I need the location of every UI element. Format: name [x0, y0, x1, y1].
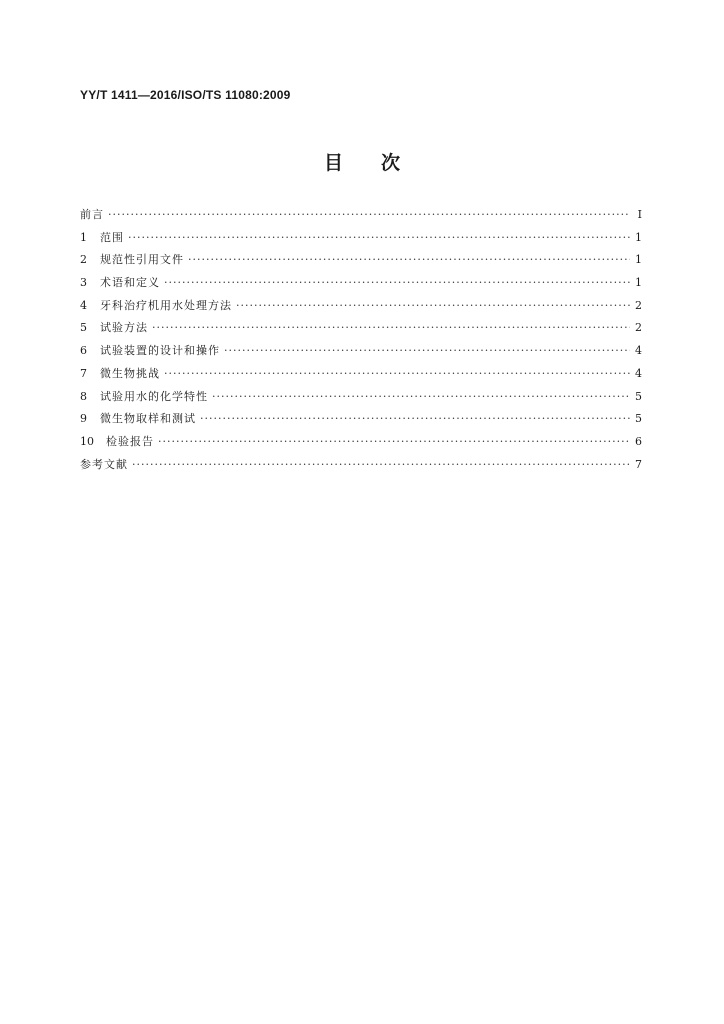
toc-list [80, 206, 642, 478]
standard-code: YY/T 1411—2016/ISO/TS 11080:2009 [80, 88, 291, 102]
toc-entry-page: 4 [635, 366, 642, 380]
toc-entry-label: 范围 [100, 230, 124, 244]
toc-entry-number: 9 [80, 412, 87, 426]
toc-entry-number: 6 [80, 344, 87, 358]
toc-entry-label: 试验装置的设计和操作 [100, 344, 220, 358]
toc-entry-label: 术语和定义 [100, 276, 160, 290]
toc-entry-8[interactable] [80, 388, 642, 411]
toc-entry-4[interactable] [80, 297, 642, 320]
toc-entry-number: 4 [80, 298, 87, 312]
toc-entry-number: 1 [80, 230, 87, 244]
leader-dots [158, 435, 630, 448]
leader-dots [128, 231, 630, 244]
leader-dots [108, 208, 630, 221]
toc-entry-page: Ⅰ [637, 208, 642, 221]
toc-entry-number: 5 [80, 321, 87, 335]
leader-dots [224, 344, 630, 357]
toc-entry-9[interactable] [80, 410, 642, 433]
toc-entry-number: 3 [80, 276, 87, 290]
toc-entry-page: 2 [635, 321, 642, 335]
toc-entry-page: 5 [635, 412, 642, 426]
toc-entry-bibliography[interactable] [80, 456, 642, 479]
leader-dots [132, 458, 630, 471]
toc-title: 目次 [323, 152, 438, 174]
toc-entry-number: 10 [80, 434, 94, 448]
toc-entry-page: 5 [635, 389, 642, 403]
toc-entry-number: 8 [80, 389, 87, 403]
toc-entry-10[interactable] [80, 433, 642, 456]
toc-entry-6[interactable] [80, 342, 642, 365]
toc-entry-page: 2 [635, 298, 642, 312]
toc-entry-label: 试验用水的化学特性 [100, 389, 208, 403]
toc-entry-label: 试验方法 [100, 321, 148, 335]
toc-entry-3[interactable] [80, 274, 642, 297]
toc-entry-page: 6 [635, 434, 642, 448]
toc-entry-1[interactable] [80, 229, 642, 252]
toc-entry-label: 微生物取样和测试 [100, 412, 196, 426]
toc-entry-2[interactable] [80, 251, 642, 274]
toc-entry-label: 参考文献 [80, 457, 128, 471]
toc-entry-label: 规范性引用文件 [100, 253, 184, 267]
toc-entry-5[interactable] [80, 319, 642, 342]
toc-entry-label: 检验报告 [106, 434, 154, 448]
toc-entry-page: 4 [635, 344, 642, 358]
toc-entry-label: 微生物挑战 [100, 366, 160, 380]
toc-entry-number: 7 [80, 366, 87, 380]
toc-entry-page: 1 [635, 276, 642, 290]
leader-dots [152, 321, 630, 334]
leader-dots [236, 299, 630, 312]
leader-dots [164, 367, 630, 380]
leader-dots [212, 390, 630, 403]
toc-entry-page: 1 [635, 230, 642, 244]
leader-dots [164, 276, 630, 289]
toc-entry-page: 1 [635, 253, 642, 267]
toc-entry-number: 2 [80, 253, 87, 267]
toc-entry-7[interactable] [80, 365, 642, 388]
toc-entry-page: 7 [635, 457, 642, 471]
toc-entry-label: 前言 [80, 208, 104, 221]
toc-entry-label: 牙科治疗机用水处理方法 [100, 298, 232, 312]
toc-entry-foreword[interactable] [80, 206, 642, 229]
leader-dots [200, 412, 630, 425]
leader-dots [188, 253, 630, 266]
